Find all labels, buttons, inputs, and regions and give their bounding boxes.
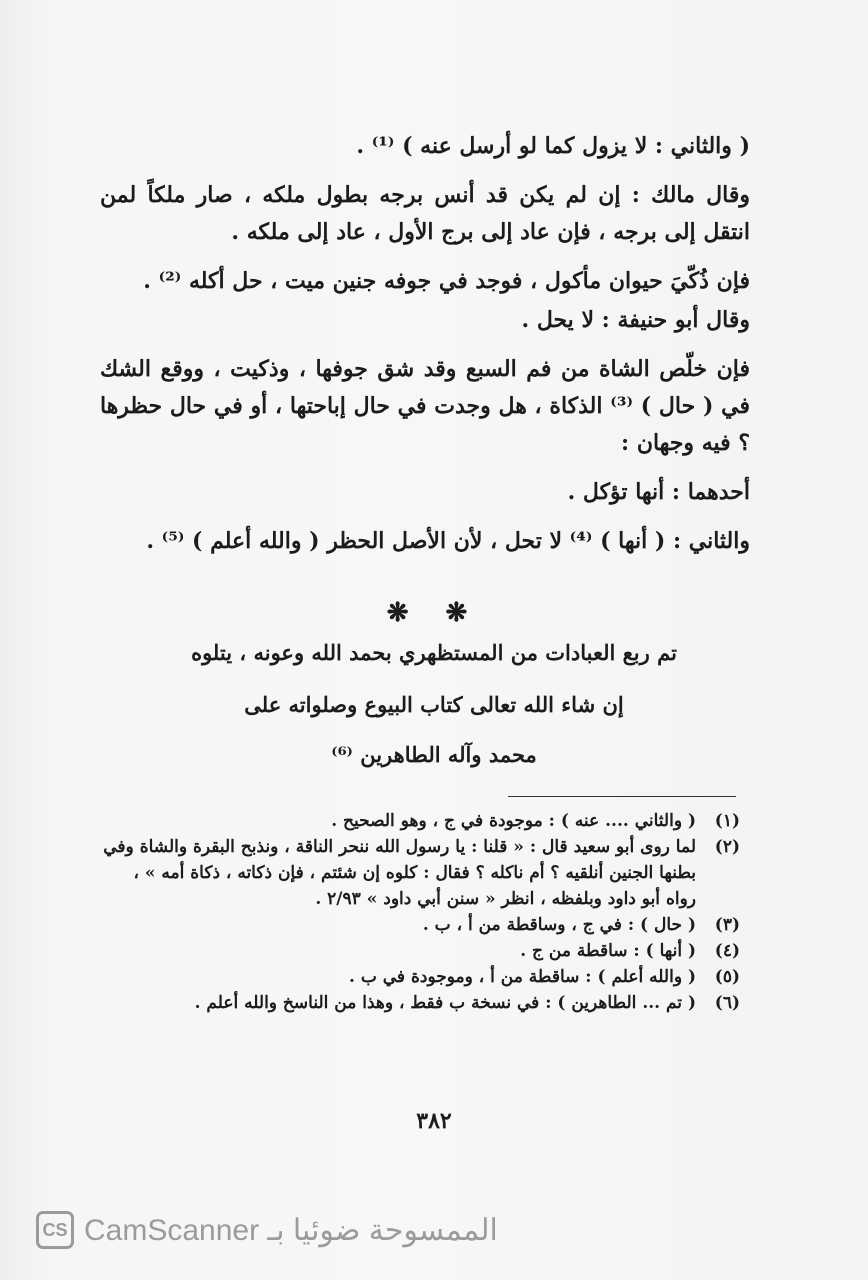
footnote-text: ( أنها ) : ساقطة من ج . xyxy=(520,941,696,961)
footnote-text: ( والله أعلم ) : ساقطة من أ ، وموجودة في ب . xyxy=(349,967,696,987)
footnote-separator xyxy=(508,796,736,797)
footnote xyxy=(100,808,740,834)
footnote-number: (٤) xyxy=(714,941,740,961)
paragraph-abu-hanifa: وقال أبو حنيفة : لا يحل . xyxy=(521,307,750,333)
closing-line-3: محمد وآله الطاهرين ⁽⁶⁾ xyxy=(331,742,537,767)
footnote-text: ( حال ) : في ج ، وساقطة من أ ، ب . xyxy=(422,915,696,935)
footnote-number: (٣) xyxy=(714,915,740,935)
paragraph-second-view: والثاني : ( أنها ) ⁽⁴⁾ لا تحل ، لأن الأصل الحظر ( والله أعلم ) ⁽⁵⁾ . xyxy=(146,528,750,554)
camscanner-watermark xyxy=(36,1208,498,1252)
closing-line-1: تم ربع العبادات من المستظهري بحمد الله وعونه ، يتلوه xyxy=(191,640,677,665)
main-text xyxy=(100,128,750,560)
footnote-number: (٥) xyxy=(714,967,740,987)
footnote xyxy=(100,912,740,938)
footnote-text: لما روى أبو سعيد قال : « قلنا : يا رسول الله ننحر الناقة ، ونذبح البقرة والشاة وفي بطنها الجنين أنلقيه ؟ أم ناكله ؟ فقال : كلوه إن شئتم ، فإن ذكاته ، ذكاة أمه » ، رواه أبو داود وبلفظه ، انظر « سنن أبي داود » ٢/٩٣ . xyxy=(103,837,696,909)
section-divider-stars: ❋ ❋ xyxy=(386,598,482,628)
footnote-number: (٢) xyxy=(714,837,740,857)
paragraph-sheep: فإن خلّص الشاة من فم السبع وقد شق جوفها ، وذكيت ، ووقع الشك في ( حال ) ⁽³⁾ الذكاة ، هل وجدت في حال إباحتها ، أو في حال حظرها ؟ فيه وجهان : xyxy=(100,356,750,456)
text-line-1: ( والثاني : لا يزول كما لو أرسل عنه ) ⁽¹⁾ . xyxy=(356,133,750,159)
footnote xyxy=(100,964,740,990)
watermark-text: الممسوحة ضوئيا بـ CamScanner xyxy=(84,1213,498,1247)
footnote xyxy=(100,990,740,1016)
footnote-number: (١) xyxy=(714,811,740,831)
paragraph-malik: وقال مالك : إن لم يكن قد أنس برجه بطول ملكه ، صار ملكاً لمن انتقل إلى برجه ، فإن عاد إلى برج الأول ، عاد إلى ملكه . xyxy=(100,182,750,245)
camscanner-logo-icon: CS xyxy=(36,1211,74,1249)
paragraph-fetus: فإن ذُكّيَ حيوان مأكول ، فوجد في جوفه جنين ميت ، حل أكله ⁽²⁾ . xyxy=(143,268,750,294)
page-number: ٣٨٢ xyxy=(416,1108,452,1134)
footnote-number: (٦) xyxy=(714,993,740,1013)
footnote xyxy=(100,834,740,912)
closing-line-2: إن شاء الله تعالى كتاب البيوع وصلواته على xyxy=(244,692,624,717)
footnote-text: ( والثاني .... عنه ) : موجودة في ج ، وهو الصحيح . xyxy=(331,811,696,831)
footnotes xyxy=(100,808,740,1016)
footnote-text: ( تم ... الطاهرين ) : في نسخة ب فقط ، وهذا من الناسخ والله أعلم . xyxy=(194,993,696,1013)
footnote xyxy=(100,938,740,964)
paragraph-first-view: أحدهما : أنها تؤكل . xyxy=(567,479,750,505)
